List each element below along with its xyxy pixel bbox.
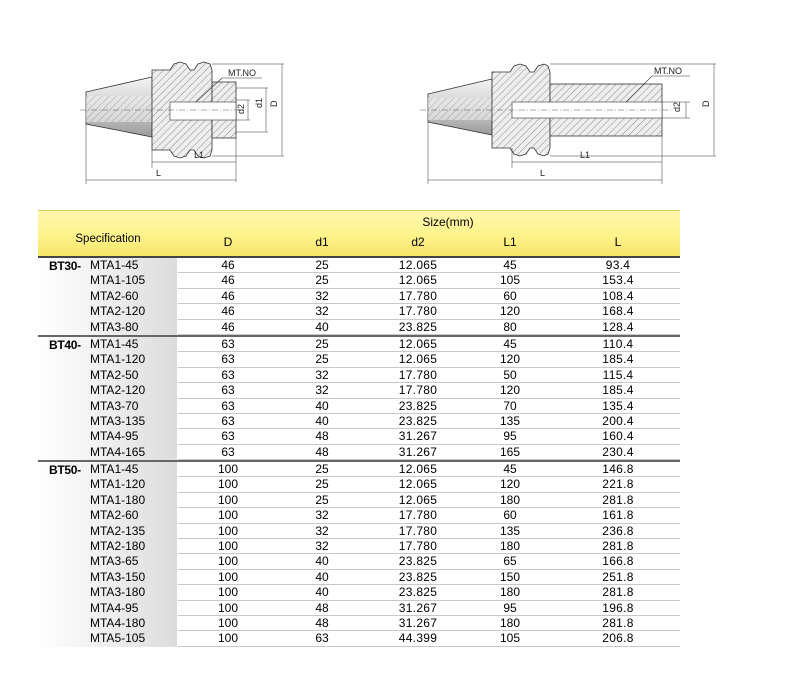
cell-L1: 45 bbox=[503, 258, 517, 272]
cell-L: 185.4 bbox=[602, 352, 634, 367]
cell-L: 166.8 bbox=[602, 554, 634, 569]
cell-d2: 12.065 bbox=[398, 336, 438, 351]
cell-d1: 32 bbox=[315, 367, 329, 382]
left-L-label: L bbox=[156, 168, 162, 178]
cell-d2: 17.780 bbox=[398, 304, 438, 319]
table-row bbox=[38, 477, 680, 492]
cell-d1: 32 bbox=[315, 288, 329, 303]
cell-model: MTA1-120 bbox=[90, 352, 146, 367]
cell-d2: 12.065 bbox=[398, 462, 438, 477]
cell-D: 100 bbox=[217, 615, 239, 630]
cell-D: 63 bbox=[221, 444, 235, 459]
cell-L: 200.4 bbox=[602, 413, 634, 428]
cell-model: MTA5-105 bbox=[90, 631, 146, 646]
right-L1-label: L1 bbox=[580, 150, 591, 160]
cell-L: 115.4 bbox=[602, 367, 634, 382]
table-row bbox=[38, 320, 680, 335]
cell-D: 46 bbox=[221, 273, 235, 288]
cell-d1: 63 bbox=[315, 631, 329, 646]
cell-D: 46 bbox=[221, 258, 235, 272]
table-row bbox=[38, 383, 680, 398]
cell-D: 100 bbox=[217, 600, 239, 615]
cell-D: 100 bbox=[217, 462, 239, 477]
cell-d1: 48 bbox=[315, 600, 329, 615]
table-row bbox=[38, 508, 680, 523]
left-L1-label: L1 bbox=[194, 150, 205, 160]
group-prefix: BT30- bbox=[49, 259, 81, 273]
cell-d1: 32 bbox=[315, 304, 329, 319]
cell-d2: 12.065 bbox=[398, 492, 438, 507]
cell-d1: 25 bbox=[315, 273, 329, 288]
cell-D: 100 bbox=[217, 477, 239, 492]
cell-d1: 32 bbox=[315, 539, 329, 554]
cell-d2: 17.780 bbox=[398, 508, 438, 523]
table-row bbox=[38, 493, 680, 508]
right-L-label: L bbox=[540, 168, 546, 178]
col-d2-heading: d2 bbox=[411, 235, 425, 249]
cell-L1: 180 bbox=[499, 539, 521, 554]
cell-model: MTA3-70 bbox=[90, 398, 139, 413]
table-row bbox=[38, 601, 680, 616]
col-L-heading: L bbox=[614, 235, 622, 249]
size-heading: Size(mm) bbox=[422, 215, 474, 229]
cell-model: MTA4-95 bbox=[90, 600, 139, 615]
cell-L: 230.4 bbox=[602, 444, 634, 459]
cell-d2: 23.825 bbox=[398, 319, 438, 334]
cell-D: 63 bbox=[221, 336, 235, 351]
col-D-heading: D bbox=[223, 235, 233, 249]
cell-L1: 60 bbox=[503, 288, 517, 303]
cell-L1: 45 bbox=[503, 462, 517, 477]
cell-L: 236.8 bbox=[602, 523, 634, 538]
cell-model: MTA2-135 bbox=[90, 523, 146, 538]
cell-model: MTA2-60 bbox=[90, 288, 139, 303]
cell-d2: 12.065 bbox=[398, 477, 438, 492]
technical-drawings bbox=[0, 0, 804, 200]
cell-d2: 23.825 bbox=[398, 554, 438, 569]
table-row bbox=[38, 462, 680, 477]
table-row bbox=[38, 258, 680, 273]
left-d1-label: d1 bbox=[254, 97, 264, 108]
cell-D: 63 bbox=[221, 352, 235, 367]
cell-L: 161.8 bbox=[602, 508, 634, 523]
cell-L: 135.4 bbox=[602, 398, 634, 413]
cell-d1: 40 bbox=[315, 585, 329, 600]
table-group bbox=[38, 337, 680, 462]
table-row bbox=[38, 429, 680, 444]
cell-model: MTA3-135 bbox=[90, 413, 146, 428]
cell-d2: 31.267 bbox=[398, 600, 438, 615]
table-row bbox=[38, 337, 680, 352]
table-row bbox=[38, 539, 680, 554]
table-row bbox=[38, 570, 680, 585]
cell-d2: 31.267 bbox=[398, 444, 438, 459]
col-L1-heading: L1 bbox=[503, 235, 517, 249]
cell-model: MTA1-105 bbox=[90, 273, 146, 288]
cell-d1: 40 bbox=[315, 413, 329, 428]
table-row bbox=[38, 414, 680, 429]
cell-model: MTA1-180 bbox=[90, 492, 146, 507]
cell-L1: 105 bbox=[499, 273, 521, 288]
cell-D: 100 bbox=[217, 585, 239, 600]
cell-L1: 70 bbox=[503, 398, 517, 413]
cell-D: 100 bbox=[217, 554, 239, 569]
left-D-label: D bbox=[269, 100, 279, 107]
cell-L1: 95 bbox=[503, 600, 517, 615]
cell-L1: 65 bbox=[503, 554, 517, 569]
cell-L1: 60 bbox=[503, 508, 517, 523]
cell-model: MTA4-165 bbox=[90, 444, 146, 459]
cell-d2: 23.825 bbox=[398, 585, 438, 600]
table-row bbox=[38, 554, 680, 569]
cell-L1: 95 bbox=[503, 429, 517, 444]
cell-d1: 25 bbox=[315, 336, 329, 351]
cell-d2: 17.780 bbox=[398, 539, 438, 554]
table-row bbox=[38, 368, 680, 383]
cell-L: 206.8 bbox=[602, 631, 634, 646]
table-group bbox=[38, 258, 680, 337]
cell-d2: 17.780 bbox=[398, 383, 438, 398]
spec-table bbox=[38, 210, 680, 647]
cell-d2: 12.065 bbox=[398, 273, 438, 288]
cell-D: 100 bbox=[217, 508, 239, 523]
cell-model: MTA1-45 bbox=[90, 462, 139, 477]
group-prefix: BT50- bbox=[49, 463, 81, 478]
cell-model: MTA3-65 bbox=[90, 554, 139, 569]
cell-L1: 45 bbox=[503, 336, 517, 351]
cell-D: 46 bbox=[221, 288, 235, 303]
cell-D: 100 bbox=[217, 523, 239, 538]
cell-model: MTA1-120 bbox=[90, 477, 146, 492]
cell-D: 46 bbox=[221, 304, 235, 319]
cell-d2: 17.780 bbox=[398, 288, 438, 303]
cell-L: 185.4 bbox=[602, 383, 634, 398]
cell-L: 146.8 bbox=[602, 462, 634, 477]
cell-D: 63 bbox=[221, 383, 235, 398]
table-header bbox=[38, 210, 680, 258]
cell-L: 128.4 bbox=[602, 319, 634, 334]
cell-model: MTA3-180 bbox=[90, 585, 146, 600]
cell-L: 251.8 bbox=[602, 569, 634, 584]
cell-L1: 120 bbox=[499, 383, 521, 398]
cell-L: 110.4 bbox=[602, 336, 634, 351]
cell-L1: 150 bbox=[499, 569, 521, 584]
right-D-label: D bbox=[701, 100, 711, 107]
cell-L1: 80 bbox=[503, 319, 517, 334]
cell-d1: 40 bbox=[315, 569, 329, 584]
cell-D: 100 bbox=[217, 631, 239, 646]
cell-L: 153.4 bbox=[602, 273, 634, 288]
right-holder-drawing bbox=[420, 64, 716, 184]
cell-L: 160.4 bbox=[602, 429, 634, 444]
cell-L1: 180 bbox=[499, 585, 521, 600]
cell-d2: 44.399 bbox=[398, 631, 438, 646]
cell-D: 100 bbox=[217, 539, 239, 554]
cell-d2: 23.825 bbox=[398, 413, 438, 428]
cell-model: MTA2-120 bbox=[90, 383, 146, 398]
col-d1-heading: d1 bbox=[315, 235, 329, 249]
cell-L1: 135 bbox=[499, 523, 521, 538]
cell-D: 63 bbox=[221, 398, 235, 413]
cell-D: 100 bbox=[217, 492, 239, 507]
cell-d1: 48 bbox=[315, 444, 329, 459]
table-row bbox=[38, 352, 680, 367]
left-mtno-label: MT.NO bbox=[228, 68, 256, 78]
cell-D: 63 bbox=[221, 429, 235, 444]
cell-L1: 120 bbox=[499, 352, 521, 367]
cell-L: 281.8 bbox=[602, 539, 634, 554]
cell-L1: 50 bbox=[503, 367, 517, 382]
cell-model: MTA4-95 bbox=[90, 429, 139, 444]
cell-d2: 17.780 bbox=[398, 367, 438, 382]
table-row bbox=[38, 616, 680, 631]
group-prefix: BT40- bbox=[49, 337, 81, 352]
cell-d1: 48 bbox=[315, 615, 329, 630]
cell-model: MTA2-180 bbox=[90, 539, 146, 554]
cell-d1: 25 bbox=[315, 477, 329, 492]
cell-d2: 12.065 bbox=[398, 258, 438, 272]
table-row bbox=[38, 399, 680, 414]
cell-L: 108.4 bbox=[602, 288, 634, 303]
right-mtno-label: MT.NO bbox=[654, 66, 682, 76]
cell-L: 281.8 bbox=[602, 492, 634, 507]
cell-L: 196.8 bbox=[602, 600, 634, 615]
cell-L1: 180 bbox=[499, 492, 521, 507]
cell-L1: 105 bbox=[499, 631, 521, 646]
cell-d2: 31.267 bbox=[398, 615, 438, 630]
left-d2-label: d2 bbox=[236, 103, 246, 114]
table-row bbox=[38, 273, 680, 288]
left-holder-drawing bbox=[80, 62, 284, 184]
cell-d1: 40 bbox=[315, 554, 329, 569]
cell-d1: 25 bbox=[315, 492, 329, 507]
cell-L: 168.4 bbox=[602, 304, 634, 319]
cell-d1: 32 bbox=[315, 508, 329, 523]
table-row bbox=[38, 524, 680, 539]
cell-D: 100 bbox=[217, 569, 239, 584]
cell-d2: 31.267 bbox=[398, 429, 438, 444]
cell-L: 221.8 bbox=[602, 477, 634, 492]
cell-L1: 165 bbox=[499, 444, 521, 459]
right-d2-label: d2 bbox=[672, 101, 682, 112]
cell-L1: 180 bbox=[499, 615, 521, 630]
cell-D: 63 bbox=[221, 413, 235, 428]
cell-d1: 40 bbox=[315, 319, 329, 334]
cell-L: 281.8 bbox=[602, 585, 634, 600]
cell-d1: 40 bbox=[315, 398, 329, 413]
cell-d1: 25 bbox=[315, 462, 329, 477]
cell-d2: 23.825 bbox=[398, 398, 438, 413]
cell-L1: 120 bbox=[499, 304, 521, 319]
cell-model: MTA2-60 bbox=[90, 508, 139, 523]
table-group bbox=[38, 462, 680, 647]
cell-model: MTA2-50 bbox=[90, 367, 139, 382]
cell-model: MTA3-150 bbox=[90, 569, 146, 584]
table-row bbox=[38, 304, 680, 319]
table-row bbox=[38, 289, 680, 304]
cell-L: 93.4 bbox=[605, 258, 631, 272]
cell-model: MTA1-45 bbox=[90, 336, 139, 351]
table-row bbox=[38, 585, 680, 600]
cell-D: 63 bbox=[221, 367, 235, 382]
cell-d2: 17.780 bbox=[398, 523, 438, 538]
cell-d1: 48 bbox=[315, 429, 329, 444]
cell-model: MTA2-120 bbox=[90, 304, 146, 319]
table-row bbox=[38, 445, 680, 460]
cell-d2: 23.825 bbox=[398, 569, 438, 584]
cell-model: MTA3-80 bbox=[90, 319, 139, 334]
spec-heading: Specification bbox=[75, 233, 141, 245]
cell-d1: 32 bbox=[315, 523, 329, 538]
cell-L1: 135 bbox=[499, 413, 521, 428]
cell-d2: 12.065 bbox=[398, 352, 438, 367]
cell-d1: 32 bbox=[315, 383, 329, 398]
cell-L: 281.8 bbox=[602, 615, 634, 630]
cell-d1: 25 bbox=[315, 352, 329, 367]
table-row bbox=[38, 631, 680, 646]
cell-L1: 120 bbox=[499, 477, 521, 492]
cell-model: MTA1-45 bbox=[90, 258, 139, 272]
cell-d1: 25 bbox=[315, 258, 329, 272]
cell-D: 46 bbox=[221, 319, 235, 334]
cell-model: MTA4-180 bbox=[90, 615, 146, 630]
